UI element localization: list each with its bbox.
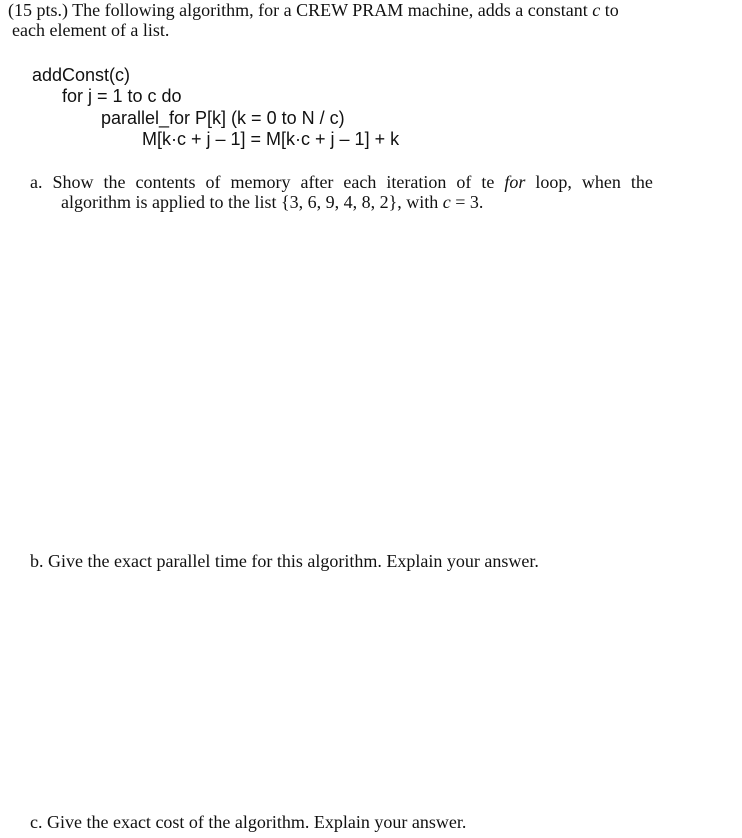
question-a-text-1: a. Show the contents of memory after each iteration of te xyxy=(30,172,505,192)
question-c: c. Give the exact cost of the algorithm. Explain your answer. xyxy=(30,812,467,832)
question-b: b. Give the exact parallel time for this algorithm. Explain your answer. xyxy=(30,551,539,571)
question-a-text-3: algorithm is applied to the list {3, 6, 9, 4, 8, 2}, with xyxy=(61,192,443,212)
question-a-text-2: loop, when the xyxy=(525,172,653,192)
algorithm-line-1: addConst(c) xyxy=(32,65,131,85)
algorithm-line-3: parallel_for P[k] (k = 0 to N / c) xyxy=(101,108,345,128)
question-a-constant-var: c xyxy=(442,192,451,212)
question-a-line-1 xyxy=(30,172,710,192)
intro-prefix: (15 pts.) The following algorithm, for a CREW PRAM machine, adds a constant xyxy=(8,0,593,20)
algorithm-line-4: M[k·c + j – 1] = M[k·c + j – 1] + k xyxy=(142,129,400,149)
algorithm-line-2: for j = 1 to c do xyxy=(62,86,182,106)
intro-constant-var: c xyxy=(592,0,601,20)
question-a-line-2 xyxy=(30,192,710,212)
problem-intro xyxy=(8,0,708,40)
question-a-text-4: = 3. xyxy=(450,192,484,212)
intro-suffix: to xyxy=(600,0,619,20)
question-a xyxy=(30,172,710,212)
question-a-for-keyword: for xyxy=(504,172,526,192)
intro-line-2: each element of a list. xyxy=(12,20,170,40)
intro-line-1 xyxy=(8,0,708,20)
